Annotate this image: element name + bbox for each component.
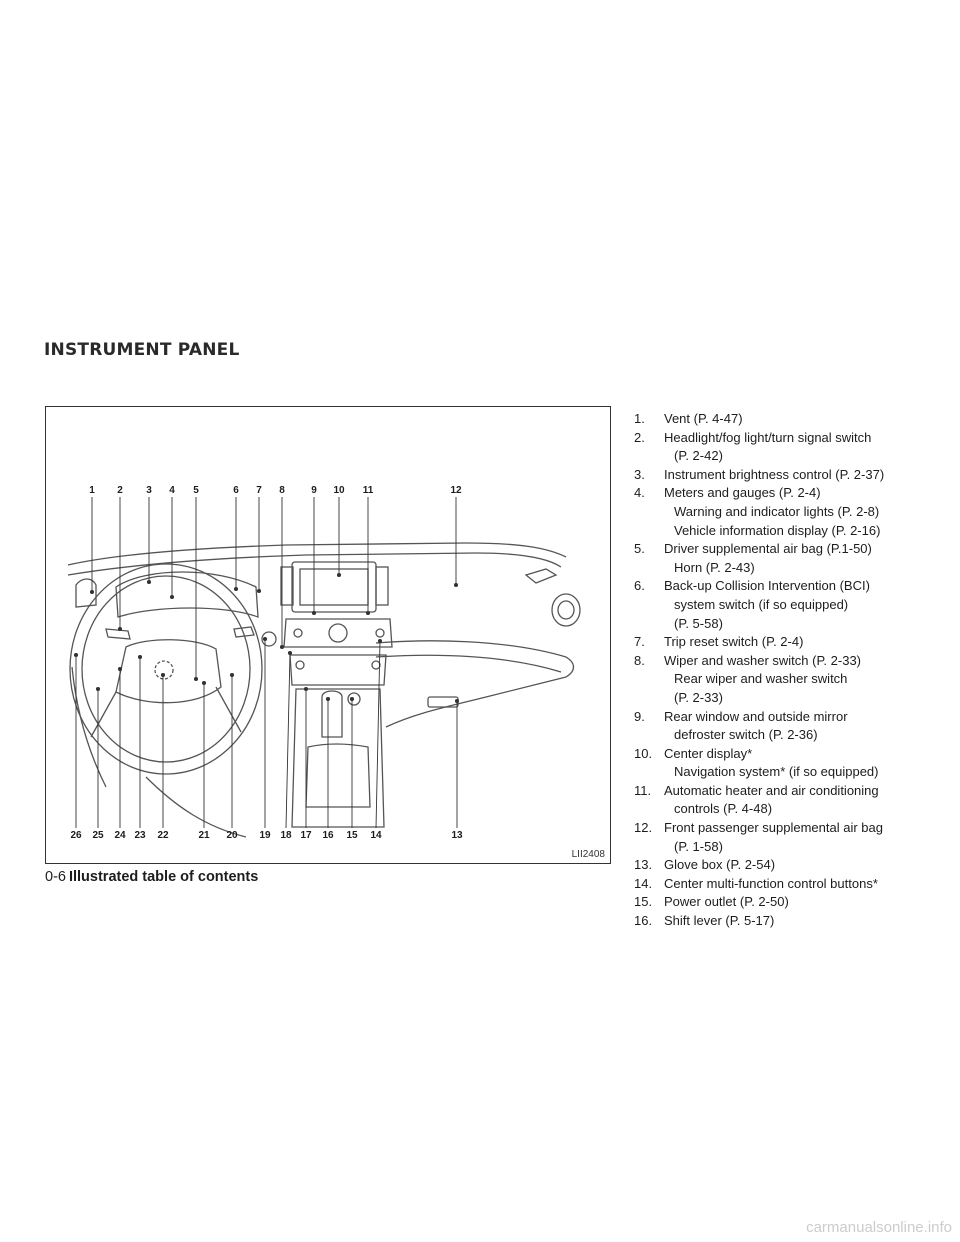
list-item: [634, 745, 934, 782]
callout-dot: [234, 587, 237, 590]
list-item: [634, 782, 934, 819]
list-item: [634, 540, 934, 577]
page-footer: [45, 869, 258, 885]
item-subtext: Horn (P. 2-43): [674, 559, 755, 575]
item-subtext: controls (P. 4-48): [674, 801, 773, 817]
list-item: [634, 912, 934, 931]
item-subtext: system switch (if so equipped): [674, 596, 849, 612]
item-text: Automatic heater and air conditioning: [664, 782, 879, 798]
item-number: 10.: [634, 745, 653, 761]
callout-dot: [263, 637, 266, 640]
callout-label-bottom: 16: [322, 830, 334, 841]
item-number: 3.: [634, 466, 645, 482]
item-number: 14.: [634, 875, 653, 891]
callout-dot: [312, 611, 315, 614]
item-subtext: Warning and indicator lights (P. 2-8): [674, 503, 880, 519]
instrument-panel-illustration: [46, 407, 611, 864]
callout-label-bottom: 17: [300, 830, 312, 841]
item-number: 12.: [634, 820, 653, 836]
callout-label-top: 10: [333, 485, 345, 496]
item-subtext: Rear wiper and washer switch: [674, 671, 848, 687]
item-number: 11.: [634, 782, 652, 798]
callout-label-top: 12: [450, 485, 462, 496]
item-text: Wiper and washer switch (P. 2-33): [664, 652, 862, 668]
item-number: 7.: [634, 634, 645, 650]
callout-dot: [454, 583, 457, 586]
list-item: [634, 484, 934, 540]
callout-label-top: 2: [117, 485, 123, 496]
callout-dot: [138, 655, 141, 658]
item-number: 1.: [634, 411, 645, 426]
list-item: [634, 466, 934, 485]
item-subtext: Navigation system* (if so equipped): [674, 764, 879, 780]
item-number: 9.: [634, 708, 645, 724]
item-subtext: (P. 2-33): [674, 689, 723, 705]
callout-label-top: 11: [362, 485, 374, 496]
item-number: 5.: [634, 541, 645, 557]
list-item: [634, 819, 934, 856]
callout-dot: [366, 611, 369, 614]
watermark: carmanualsonline.info: [806, 1219, 952, 1236]
instrument-panel-figure: [45, 406, 611, 864]
item-text: Front passenger supplemental air bag: [664, 820, 883, 836]
callout-dot: [350, 697, 353, 700]
section-title: INSTRUMENT PANEL: [44, 340, 240, 360]
callout-label-top: 7: [256, 485, 262, 496]
list-item: [634, 410, 934, 429]
callout-dot: [96, 687, 99, 690]
item-text: Power outlet (P. 2-50): [664, 894, 789, 910]
callout-label-top: 9: [311, 485, 317, 496]
list-item: [634, 652, 934, 708]
list-item: [634, 429, 934, 466]
callout-label-bottom: 18: [280, 830, 292, 841]
item-text: Center multi-function control buttons*: [664, 875, 878, 891]
item-subtext: defroster switch (P. 2-36): [674, 727, 818, 743]
callout-dot: [288, 651, 291, 654]
callout-label-top: 5: [193, 485, 199, 496]
footer-title: Illustrated table of contents: [68, 869, 259, 885]
list-item: [634, 633, 934, 652]
item-text: Back-up Collision Intervention (BCI): [664, 578, 870, 594]
callout-label-bottom: 22: [157, 830, 169, 841]
callout-dot: [118, 627, 121, 630]
callout-label-bottom: 19: [259, 830, 271, 841]
item-number: 15.: [634, 894, 653, 910]
item-text: Headlight/fog light/turn signal switch: [664, 429, 872, 445]
callout-label-top: 6: [233, 485, 239, 496]
callout-label-bottom: 21: [198, 830, 210, 841]
callout-dot: [202, 681, 205, 684]
callout-dot: [161, 673, 164, 676]
list-item: [634, 875, 934, 894]
callout-label-bottom: 25: [92, 830, 104, 841]
callout-dot: [74, 653, 77, 656]
item-number: 8.: [634, 652, 645, 668]
callout-dot: [230, 673, 233, 676]
callout-label-top: 3: [146, 485, 152, 496]
callout-label-bottom: 23: [134, 830, 146, 841]
item-subtext: Vehicle information display (P. 2-16): [674, 522, 881, 538]
callout-label-top: 8: [279, 485, 285, 496]
figure-code: LII2408: [571, 849, 605, 860]
list-item: [634, 893, 934, 912]
callout-dot: [118, 667, 121, 670]
list-item: [634, 577, 934, 633]
callout-dot: [280, 645, 283, 648]
callout-dot: [147, 580, 150, 583]
item-text: Glove box (P. 2-54): [664, 857, 776, 873]
item-text: Center display*: [664, 745, 753, 761]
callout-dot: [326, 697, 329, 700]
callout-dot: [337, 573, 340, 576]
page-number: 0-6: [45, 869, 66, 885]
callout-label-bottom: 24: [114, 830, 126, 841]
list-item: [634, 708, 934, 745]
item-text: Shift lever (P. 5-17): [664, 913, 775, 929]
callout-dot: [170, 595, 173, 598]
item-number: 6.: [634, 578, 645, 594]
callout-leader-line: [286, 653, 290, 828]
item-number: 4.: [634, 485, 645, 501]
callout-dot: [304, 687, 307, 690]
callout-label-bottom: 26: [70, 830, 82, 841]
callout-dot: [194, 677, 197, 680]
callout-label-top: 1: [89, 485, 95, 496]
callout-label-bottom: 15: [346, 830, 358, 841]
item-number: 16.: [634, 913, 653, 929]
item-text: Driver supplemental air bag (P.1-50): [664, 541, 872, 557]
list-item: [634, 856, 934, 875]
callout-label-bottom: 20: [226, 830, 238, 841]
item-text: Rear window and outside mirror: [664, 708, 848, 724]
callout-dot: [378, 639, 381, 642]
callout-dot: [455, 699, 458, 702]
item-text: Meters and gauges (P. 2-4): [664, 485, 821, 501]
item-subtext: (P. 1-58): [674, 838, 723, 854]
item-text: Trip reset switch (P. 2-4): [664, 634, 804, 650]
callout-dot: [90, 590, 93, 593]
callout-dot: [257, 589, 260, 592]
callout-label-bottom: 13: [451, 830, 463, 841]
item-subtext: (P. 5-58): [674, 615, 723, 631]
item-number: 2.: [634, 429, 645, 445]
item-text: Instrument brightness control (P. 2-37): [664, 466, 885, 482]
item-list: [634, 410, 934, 931]
callout-label-bottom: 14: [370, 830, 382, 841]
item-number: 13.: [634, 857, 653, 873]
item-text-continued: (P. 2-42): [674, 448, 723, 464]
callout-label-top: 4: [169, 485, 175, 496]
item-text: Vent (P. 4-47): [664, 411, 743, 426]
